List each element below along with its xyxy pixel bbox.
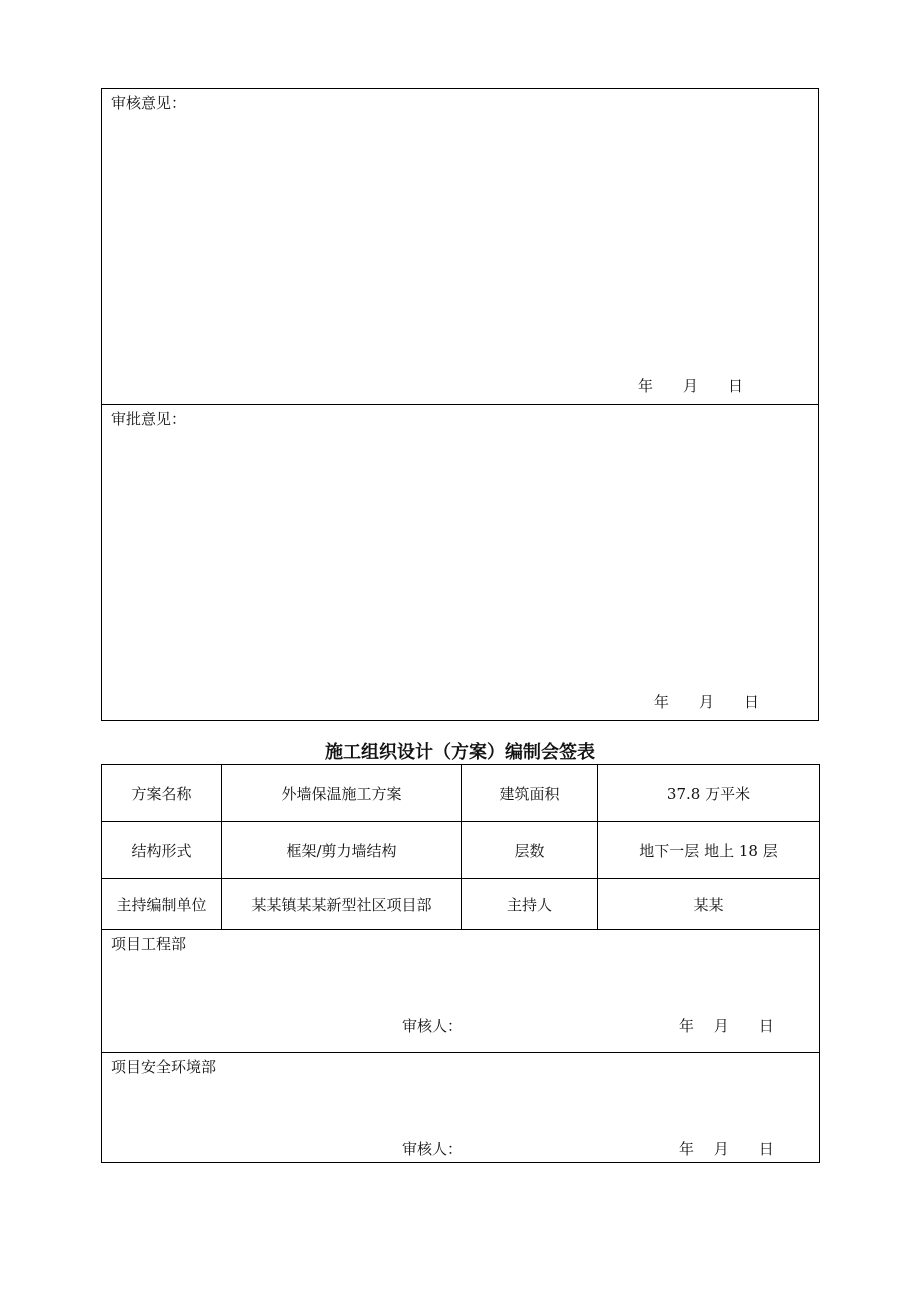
safety-reviewer-label: 审核人： [402, 1140, 463, 1158]
engineering-dept-section [102, 930, 820, 1053]
approval-date: 年 月 日 [654, 693, 760, 711]
floors-label: 层数 [462, 822, 598, 879]
engineering-reviewer-label: 审核人： [402, 1017, 463, 1035]
review-date: 年 月 日 [638, 377, 744, 395]
approval-opinion-box [101, 404, 819, 721]
lead-unit-value: 某某镇某某新型社区项目部 [222, 879, 462, 930]
building-area-value: 37.8 万平米 [598, 765, 820, 822]
safety-dept-label: 项目安全环境部 [111, 1058, 217, 1076]
table-row [102, 765, 820, 822]
table-row [102, 1053, 820, 1163]
structure-type-label: 结构形式 [102, 822, 222, 879]
review-opinion-label: 审核意见： [111, 94, 187, 112]
engineering-date: 年 月 日 [679, 1017, 774, 1035]
signoff-table [101, 764, 820, 1163]
safety-date: 年 月 日 [679, 1140, 774, 1158]
lead-unit-label: 主持编制单位 [102, 879, 222, 930]
structure-type-value: 框架/剪力墙结构 [222, 822, 462, 879]
form-title: 施工组织设计（方案）编制会签表 [325, 742, 595, 763]
table-row [102, 930, 820, 1053]
table-row [102, 879, 820, 930]
table-row [102, 822, 820, 879]
scheme-name-label: 方案名称 [102, 765, 222, 822]
host-value: 某某 [598, 879, 820, 930]
scheme-name-value: 外墙保温施工方案 [222, 765, 462, 822]
approval-opinion-label: 审批意见： [111, 410, 187, 428]
review-opinion-box [101, 88, 819, 405]
floors-value: 地下一层 地上 18 层 [598, 822, 820, 879]
building-area-label: 建筑面积 [462, 765, 598, 822]
engineering-dept-label: 项目工程部 [111, 935, 187, 953]
host-label: 主持人 [462, 879, 598, 930]
safety-dept-section [102, 1053, 820, 1163]
